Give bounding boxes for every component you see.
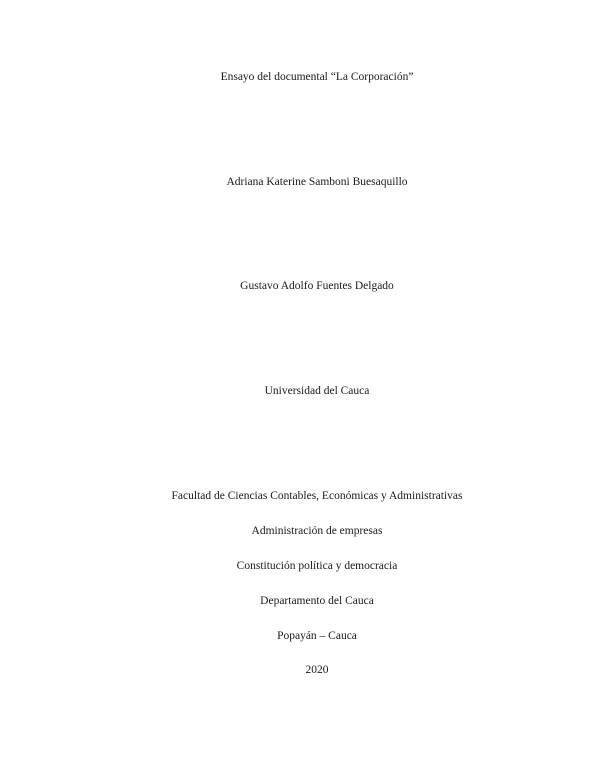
university-name: Universidad del Cauca (264, 385, 370, 397)
program-name: Administración de empresas (251, 525, 383, 537)
city-name: Popayán – Cauca (277, 630, 357, 642)
faculty-name: Facultad de Ciencias Contables, Económicas y Administrativas (171, 490, 463, 502)
document-title: Ensayo del documental “La Corporación” (220, 71, 414, 83)
author-name-1: Adriana Katerine Samboni Buesaquillo (226, 176, 408, 188)
year: 2020 (305, 664, 329, 676)
course-name: Constitución política y democracia (236, 560, 398, 572)
author-name-2: Gustavo Adolfo Fuentes Delgado (240, 280, 394, 292)
department-name: Departamento del Cauca (260, 595, 374, 607)
